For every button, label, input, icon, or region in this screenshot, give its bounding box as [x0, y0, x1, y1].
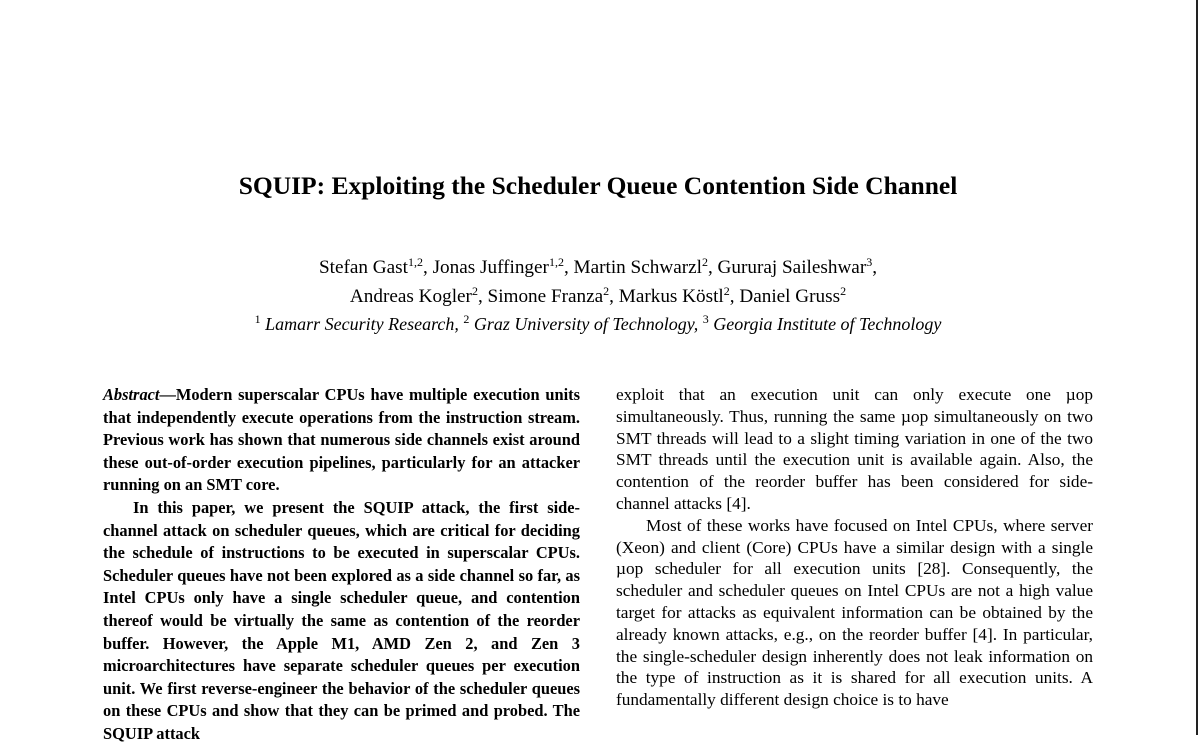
author-name: Martin Schwarzl	[573, 257, 702, 278]
author	[739, 286, 846, 307]
affiliation-number: 3	[702, 312, 709, 326]
author-name: Daniel Gruss	[739, 286, 841, 307]
page-edge	[1196, 0, 1198, 735]
abstract-text: Modern superscalar CPUs have multiple execution units that independently execute operations from the instruction stream. Previous work has shown that numerous side channels exist around these out-of-order execution pipelines, particularly for an attacker running on an SMT core.	[103, 385, 580, 495]
affiliation-name: Lamarr Security Research,	[265, 314, 459, 334]
author-name: Simone Franza	[487, 286, 604, 307]
author	[718, 257, 873, 278]
author	[488, 286, 610, 307]
abstract-column	[103, 384, 580, 746]
author-list	[0, 253, 1196, 311]
author-affiliation-mark: 2	[840, 284, 847, 298]
affiliation-number: 1	[254, 312, 261, 326]
author-name: Jonas Juffinger	[432, 257, 549, 278]
author-line-2: Andreas Kogler$^2$, Simone Franza$^2$, Markus Köstl$^2$, Daniel Gruss$^2$	[349, 284, 847, 307]
abstract-paragraph-1	[103, 384, 580, 497]
author	[319, 257, 423, 278]
author-affiliation-mark: 2	[701, 255, 708, 269]
author-name: Andreas Kogler	[349, 286, 472, 307]
affiliation-number: 2	[463, 312, 470, 326]
author-name: Markus Köstl	[618, 286, 724, 307]
author-name: Gururaj Saileshwar	[717, 257, 867, 278]
abstract-paragraph-2: In this paper, we present the SQUIP attack, the first side-channel attack on scheduler queues, which are critical for deciding the schedule of instructions to be executed in superscalar CPUs. Scheduler queues have not been explored as a side channel so far, as Intel CPUs only have a single scheduler queue, and contention thereof would be virtually the same as contention of the reorder buffer. However, the Apple M1, AMD Zen 2, and Zen 3 microarchitectures have separate scheduler queues per execution unit. We first reverse-engineer the behavior of the scheduler queues on these CPUs and show that they can be primed and probed. The SQUIP attack	[103, 497, 580, 743]
body-paragraph-1: exploit that an execution unit can only execute one µop simultaneously. Thus, running the same µop simultaneously on two SMT threads will lead to a slight timing variation in one of the two SMT threads until the execution unit is available again. Also, the contention of the reorder buffer has been considered for side-channel attacks [4].	[616, 385, 1093, 513]
body-column-right	[616, 384, 1093, 711]
author-affiliation-mark: 3	[866, 255, 873, 269]
affiliation-line	[0, 311, 1196, 337]
abstract-dash: —	[159, 385, 176, 404]
author-affiliation-mark: 1,2	[407, 255, 423, 269]
author-affiliation-mark: 2	[471, 284, 478, 298]
abstract-label: Abstract	[103, 385, 160, 404]
author-name: Stefan Gast	[318, 257, 408, 278]
author-affiliation-mark: 2	[723, 284, 730, 298]
affiliation-name: Georgia Institute of Technology	[713, 314, 942, 334]
paper-title: SQUIP: Exploiting the Scheduler Queue Contention Side Channel	[238, 171, 958, 200]
author-affiliation-mark: 1,2	[548, 255, 564, 269]
author	[619, 286, 730, 307]
affiliation-name: Graz University of Technology,	[473, 314, 699, 334]
author-line-1: Stefan Gast$^{1,2}$, Jonas Juffinger$^{1,2}$, Martin Schwarzl$^2$, Gururaj Saileshwar$^3$,	[318, 255, 878, 278]
author-affiliation-mark: 2	[603, 284, 610, 298]
author	[574, 257, 708, 278]
author	[433, 257, 564, 278]
author	[350, 286, 478, 307]
body-paragraph-2: Most of these works have focused on Intel CPUs, where server (Xeon) and client (Core) CPUs have a similar design with a single µop scheduler for all execution units [28]. Consequently, the scheduler and scheduler queues on Intel CPUs are not a high value target for attacks as equivalent information can be obtained by the already known attacks, e.g., on the reorder buffer [4]. In particular, the single-scheduler design inherently does not leak information on the type of instruction as it is shared for all execution units. A fundamentally different design choice is to have	[616, 515, 1093, 710]
